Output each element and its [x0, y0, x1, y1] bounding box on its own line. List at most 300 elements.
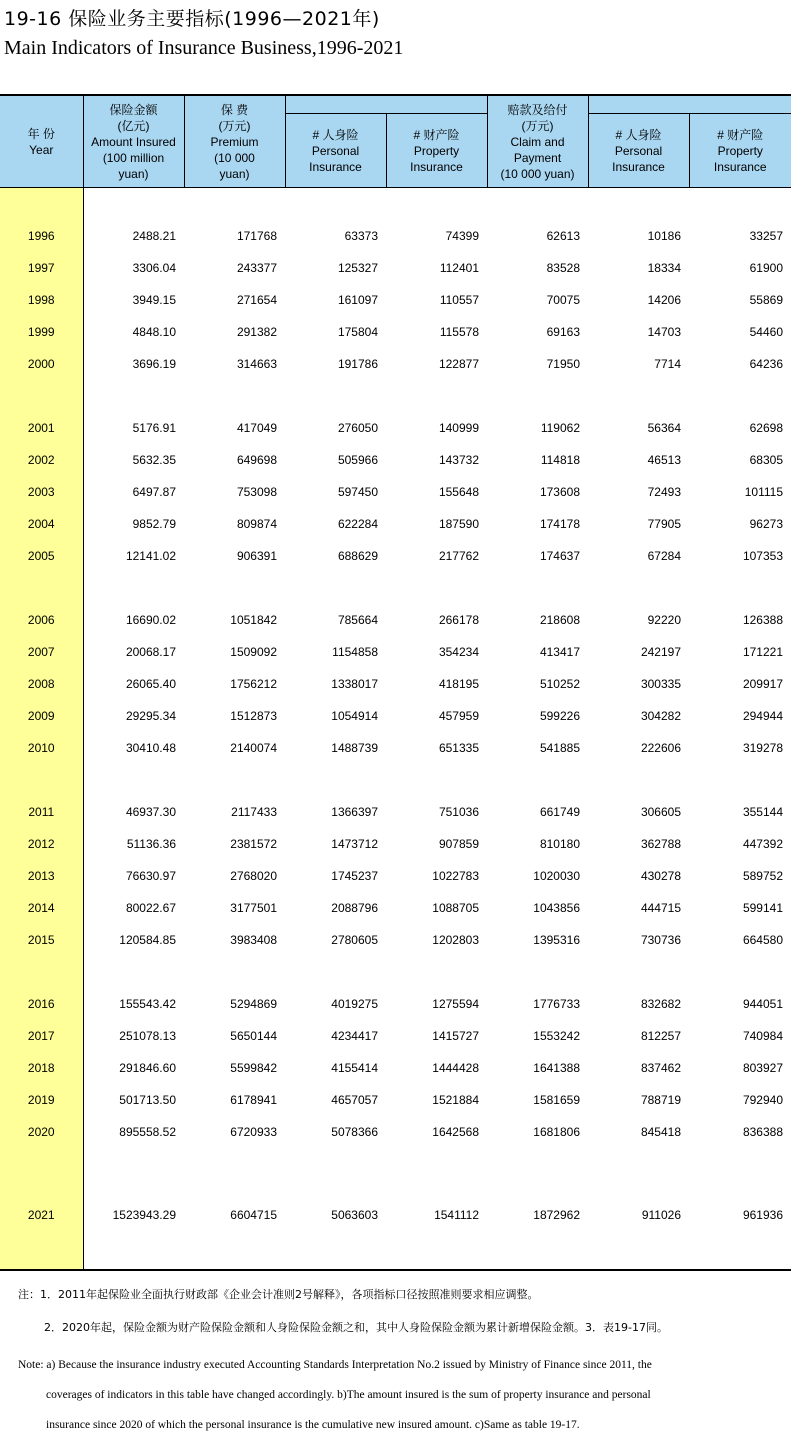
cell-amount: 76630.97 — [83, 860, 184, 892]
cell-claim-property: 107353 — [689, 540, 791, 572]
year-cell: 2021 — [0, 1199, 83, 1231]
year-cell: 1998 — [0, 284, 83, 316]
header-claim-cn: 赔款及给付 — [488, 102, 588, 118]
cell-premium: 1512873 — [184, 700, 285, 732]
cell-claim-personal: 304282 — [588, 700, 689, 732]
cell-premium: 3177501 — [184, 892, 285, 924]
cell-premium: 291382 — [184, 316, 285, 348]
cell-amount: 51136.36 — [83, 828, 184, 860]
header-amount-cn: 保险金额 — [84, 102, 184, 118]
header-premium-property-cn: # 财产险 — [387, 127, 487, 143]
cell-premium: 809874 — [184, 508, 285, 540]
cell-amount: 1523943.29 — [83, 1199, 184, 1231]
cell-premium: 6178941 — [184, 1084, 285, 1116]
cell-prem-personal: 4019275 — [285, 988, 386, 1020]
cell-prem-property: 1444428 — [386, 1052, 487, 1084]
cell-premium: 753098 — [184, 476, 285, 508]
cell-claim-personal: 832682 — [588, 988, 689, 1020]
table-row — [0, 828, 791, 860]
cell-prem-personal: 622284 — [285, 508, 386, 540]
header-premium-property — [386, 114, 487, 188]
table-row — [0, 284, 791, 316]
table-row — [0, 636, 791, 668]
cell-claim-personal: 46513 — [588, 444, 689, 476]
cell-premium: 906391 — [184, 540, 285, 572]
note-cn-1: 注：1．2011年起保险业全面执行财政部《企业会计准则2号解释》，各项指标口径按照准则要求相应调整。 — [18, 1286, 539, 1302]
cell-prem-personal: 125327 — [285, 252, 386, 284]
cell-prem-property: 155648 — [386, 476, 487, 508]
cell-premium: 2140074 — [184, 732, 285, 764]
cell-premium: 171768 — [184, 220, 285, 252]
cell-prem-property: 1541112 — [386, 1199, 487, 1231]
cell-premium: 243377 — [184, 252, 285, 284]
cell-amount: 5632.35 — [83, 444, 184, 476]
cell-claim-property: 792940 — [689, 1084, 791, 1116]
table-row — [0, 892, 791, 924]
header-premium-group-spacer — [285, 95, 487, 114]
year-cell: 2005 — [0, 540, 83, 572]
year-cell: 2001 — [0, 412, 83, 444]
cell-amount: 3306.04 — [83, 252, 184, 284]
cell-claim-property: 740984 — [689, 1020, 791, 1052]
cell-prem-personal: 2088796 — [285, 892, 386, 924]
cell-prem-property: 187590 — [386, 508, 487, 540]
header-premium-personal — [285, 114, 386, 188]
year-cell-empty — [0, 1231, 83, 1270]
header-premium-en2: (10 000 — [185, 150, 285, 166]
table-row — [0, 508, 791, 540]
table-row — [0, 220, 791, 252]
cell-premium: 5294869 — [184, 988, 285, 1020]
header-claim-en3: (10 000 yuan) — [488, 166, 588, 182]
table-row — [0, 1084, 791, 1116]
cell-claim-property: 589752 — [689, 860, 791, 892]
cell-claim-personal: 14206 — [588, 284, 689, 316]
year-cell: 2010 — [0, 732, 83, 764]
cell-claim-personal: 222606 — [588, 732, 689, 764]
cell-amount: 20068.17 — [83, 636, 184, 668]
year-cell: 2018 — [0, 1052, 83, 1084]
header-premium-unit: (万元) — [185, 118, 285, 134]
cell-premium: 3983408 — [184, 924, 285, 956]
cell-claim: 62613 — [487, 220, 588, 252]
cell-premium: 6720933 — [184, 1116, 285, 1148]
cell-claim-property: 209917 — [689, 668, 791, 700]
note-en-3: insurance since 2020 of which the personal insurance is the cumulative new insured amount. c)Same as table 19-17. — [18, 1410, 778, 1440]
cell-claim-property: 294944 — [689, 700, 791, 732]
cell-prem-personal: 4155414 — [285, 1052, 386, 1084]
spacer-row — [0, 1148, 791, 1199]
header-premium — [184, 95, 285, 188]
cell-claim: 69163 — [487, 316, 588, 348]
cell-claim-property: 61900 — [689, 252, 791, 284]
table-row — [0, 988, 791, 1020]
cell-prem-property: 112401 — [386, 252, 487, 284]
header-premium-en3: yuan) — [185, 166, 285, 182]
cell-amount: 16690.02 — [83, 604, 184, 636]
table-row — [0, 1052, 791, 1084]
year-cell: 2004 — [0, 508, 83, 540]
cell-amount: 3696.19 — [83, 348, 184, 380]
cell-claim-property: 101115 — [689, 476, 791, 508]
cell-claim: 119062 — [487, 412, 588, 444]
cell-claim: 83528 — [487, 252, 588, 284]
table-row — [0, 412, 791, 444]
header-claim-group-spacer — [588, 95, 791, 114]
cell-claim: 1581659 — [487, 1084, 588, 1116]
cell-claim-property: 33257 — [689, 220, 791, 252]
cell-claim: 599226 — [487, 700, 588, 732]
cell-prem-personal: 1154858 — [285, 636, 386, 668]
spacer-row — [0, 188, 791, 221]
cell-claim-property: 599141 — [689, 892, 791, 924]
cell-amount: 4848.10 — [83, 316, 184, 348]
table-row — [0, 732, 791, 764]
cell-claim-property: 171221 — [689, 636, 791, 668]
header-year-cn: 年 份 — [0, 126, 83, 142]
cell-prem-property: 457959 — [386, 700, 487, 732]
cell-prem-property: 1415727 — [386, 1020, 487, 1052]
note-en-2: coverages of indicators in this table have changed accordingly. b)The amount insured is the sum of property insurance and personal — [18, 1380, 778, 1410]
header-claim-property-en2: Insurance — [690, 159, 791, 175]
year-cell: 2009 — [0, 700, 83, 732]
year-cell: 2020 — [0, 1116, 83, 1148]
cell-claim: 413417 — [487, 636, 588, 668]
cell-amount: 30410.48 — [83, 732, 184, 764]
cell-claim: 174637 — [487, 540, 588, 572]
header-premium-personal-cn: # 人身险 — [286, 127, 386, 143]
year-cell: 1997 — [0, 252, 83, 284]
cell-prem-personal: 276050 — [285, 412, 386, 444]
cell-claim-property: 355144 — [689, 796, 791, 828]
cell-prem-personal: 161097 — [285, 284, 386, 316]
cell-claim: 661749 — [487, 796, 588, 828]
table-row — [0, 604, 791, 636]
header-claim-en2: Payment — [488, 150, 588, 166]
cell-amount: 3949.15 — [83, 284, 184, 316]
cell-prem-personal: 688629 — [285, 540, 386, 572]
note-en-1: Note: a) Because the insurance industry executed Accounting Standards Interpretation No.2 issued by Ministry of Finance since 2011, the — [18, 1350, 778, 1380]
table-row — [0, 444, 791, 476]
cell-prem-property: 751036 — [386, 796, 487, 828]
cell-amount: 29295.34 — [83, 700, 184, 732]
cell-prem-property: 1088705 — [386, 892, 487, 924]
cell-claim-personal: 300335 — [588, 668, 689, 700]
cell-claim-property: 944051 — [689, 988, 791, 1020]
year-cell: 2016 — [0, 988, 83, 1020]
cell-claim-personal: 7714 — [588, 348, 689, 380]
year-cell: 2014 — [0, 892, 83, 924]
cell-claim-property: 55869 — [689, 284, 791, 316]
cell-prem-personal: 175804 — [285, 316, 386, 348]
cell-claim: 174178 — [487, 508, 588, 540]
cell-premium: 649698 — [184, 444, 285, 476]
cell-amount: 5176.91 — [83, 412, 184, 444]
cell-amount: 2488.21 — [83, 220, 184, 252]
table-row — [0, 1020, 791, 1052]
cell-amount: 12141.02 — [83, 540, 184, 572]
year-cell-empty — [0, 572, 83, 604]
cell-prem-personal: 1488739 — [285, 732, 386, 764]
cell-prem-property: 1275594 — [386, 988, 487, 1020]
cell-claim-personal: 430278 — [588, 860, 689, 892]
cell-prem-property: 907859 — [386, 828, 487, 860]
table-row — [0, 316, 791, 348]
header-claim-personal-cn: # 人身险 — [589, 127, 689, 143]
cell-claim: 1553242 — [487, 1020, 588, 1052]
cell-prem-property: 140999 — [386, 412, 487, 444]
cell-claim: 1776733 — [487, 988, 588, 1020]
notes-en — [18, 1350, 778, 1440]
cell-claim: 1872962 — [487, 1199, 588, 1231]
cell-claim-property: 319278 — [689, 732, 791, 764]
cell-claim-personal: 730736 — [588, 924, 689, 956]
year-cell: 2015 — [0, 924, 83, 956]
cell-claim-personal: 56364 — [588, 412, 689, 444]
table-row — [0, 668, 791, 700]
cell-prem-property: 266178 — [386, 604, 487, 636]
cell-prem-property: 1642568 — [386, 1116, 487, 1148]
cell-prem-property: 354234 — [386, 636, 487, 668]
cell-amount: 895558.52 — [83, 1116, 184, 1148]
cell-prem-personal: 785664 — [285, 604, 386, 636]
year-cell: 2003 — [0, 476, 83, 508]
cell-prem-property: 1521884 — [386, 1084, 487, 1116]
cell-claim-property: 961936 — [689, 1199, 791, 1231]
cell-premium: 1051842 — [184, 604, 285, 636]
spacer-cell — [83, 380, 791, 412]
cell-claim-property: 126388 — [689, 604, 791, 636]
header-year — [0, 95, 83, 188]
cell-claim-personal: 72493 — [588, 476, 689, 508]
cell-prem-personal: 5063603 — [285, 1199, 386, 1231]
cell-claim-property: 836388 — [689, 1116, 791, 1148]
year-cell-empty — [0, 956, 83, 988]
cell-claim: 1681806 — [487, 1116, 588, 1148]
spacer-row — [0, 764, 791, 796]
cell-amount: 6497.87 — [83, 476, 184, 508]
cell-claim-personal: 242197 — [588, 636, 689, 668]
cell-claim-property: 68305 — [689, 444, 791, 476]
page-title-cn: 19-16 保险业务主要指标(1996—2021年) — [4, 4, 380, 31]
cell-amount: 120584.85 — [83, 924, 184, 956]
header-premium-cn: 保 费 — [185, 102, 285, 118]
cell-claim: 541885 — [487, 732, 588, 764]
cell-claim-personal: 67284 — [588, 540, 689, 572]
cell-claim: 71950 — [487, 348, 588, 380]
year-cell: 2011 — [0, 796, 83, 828]
cell-claim: 1641388 — [487, 1052, 588, 1084]
year-cell: 2019 — [0, 1084, 83, 1116]
cell-prem-property: 651335 — [386, 732, 487, 764]
cell-claim: 1043856 — [487, 892, 588, 924]
header-claim-personal-en1: Personal — [589, 143, 689, 159]
cell-premium: 2768020 — [184, 860, 285, 892]
cell-prem-property: 1202803 — [386, 924, 487, 956]
cell-prem-personal: 1054914 — [285, 700, 386, 732]
cell-prem-personal: 4234417 — [285, 1020, 386, 1052]
table-row — [0, 252, 791, 284]
cell-prem-property: 74399 — [386, 220, 487, 252]
cell-prem-personal: 1366397 — [285, 796, 386, 828]
cell-premium: 271654 — [184, 284, 285, 316]
indicators-table-wrapper — [0, 94, 791, 1244]
header-claim-personal — [588, 114, 689, 188]
header-amount-en1: Amount Insured — [84, 134, 184, 150]
cell-claim-personal: 837462 — [588, 1052, 689, 1084]
cell-claim-personal: 18334 — [588, 252, 689, 284]
header-claim — [487, 95, 588, 188]
year-cell-empty — [0, 764, 83, 796]
spacer-cell — [83, 1231, 791, 1270]
cell-prem-personal: 597450 — [285, 476, 386, 508]
page-title-en: Main Indicators of Insurance Business,1996-2021 — [4, 37, 403, 60]
header-claim-unit: (万元) — [488, 118, 588, 134]
cell-amount: 9852.79 — [83, 508, 184, 540]
cell-claim-personal: 14703 — [588, 316, 689, 348]
cell-amount: 80022.67 — [83, 892, 184, 924]
header-claim-property — [689, 114, 791, 188]
table-row — [0, 348, 791, 380]
indicators-table — [0, 94, 791, 1271]
table-row — [0, 476, 791, 508]
cell-claim-property: 447392 — [689, 828, 791, 860]
year-cell: 1996 — [0, 220, 83, 252]
year-cell: 2013 — [0, 860, 83, 892]
spacer-cell — [83, 764, 791, 796]
year-cell: 2008 — [0, 668, 83, 700]
cell-prem-property: 122877 — [386, 348, 487, 380]
cell-claim-property: 54460 — [689, 316, 791, 348]
cell-claim-property: 96273 — [689, 508, 791, 540]
spacer-cell — [83, 956, 791, 988]
cell-claim: 70075 — [487, 284, 588, 316]
spacer-cell — [83, 188, 791, 221]
year-cell-empty — [0, 188, 83, 221]
cell-prem-personal: 63373 — [285, 220, 386, 252]
cell-premium: 1509092 — [184, 636, 285, 668]
cell-amount: 26065.40 — [83, 668, 184, 700]
cell-claim-property: 64236 — [689, 348, 791, 380]
cell-claim-personal: 812257 — [588, 1020, 689, 1052]
cell-claim-personal: 845418 — [588, 1116, 689, 1148]
header-claim-personal-en2: Insurance — [589, 159, 689, 175]
spacer-row — [0, 1231, 791, 1270]
cell-claim: 218608 — [487, 604, 588, 636]
header-premium-en1: Premium — [185, 134, 285, 150]
cell-claim-personal: 92220 — [588, 604, 689, 636]
table-body — [0, 188, 791, 1271]
cell-premium: 5599842 — [184, 1052, 285, 1084]
header-premium-personal-en1: Personal — [286, 143, 386, 159]
cell-prem-personal: 1338017 — [285, 668, 386, 700]
header-premium-personal-en2: Insurance — [286, 159, 386, 175]
spacer-row — [0, 956, 791, 988]
cell-amount: 291846.60 — [83, 1052, 184, 1084]
year-cell: 2000 — [0, 348, 83, 380]
year-cell-empty — [0, 1148, 83, 1199]
cell-prem-property: 110557 — [386, 284, 487, 316]
header-claim-property-en1: Property — [690, 143, 791, 159]
cell-premium: 2117433 — [184, 796, 285, 828]
cell-claim: 114818 — [487, 444, 588, 476]
table-row — [0, 796, 791, 828]
table-row — [0, 860, 791, 892]
cell-premium: 2381572 — [184, 828, 285, 860]
cell-prem-property: 115578 — [386, 316, 487, 348]
cell-premium: 314663 — [184, 348, 285, 380]
cell-amount: 501713.50 — [83, 1084, 184, 1116]
cell-amount: 46937.30 — [83, 796, 184, 828]
cell-prem-personal: 1745237 — [285, 860, 386, 892]
cell-prem-personal: 4657057 — [285, 1084, 386, 1116]
header-amount-unit: (亿元) — [84, 118, 184, 134]
cell-premium: 1756212 — [184, 668, 285, 700]
header-amount-en3: yuan) — [84, 166, 184, 182]
cell-amount: 251078.13 — [83, 1020, 184, 1052]
cell-claim-personal: 306605 — [588, 796, 689, 828]
cell-claim-property: 62698 — [689, 412, 791, 444]
cell-claim: 1020030 — [487, 860, 588, 892]
cell-claim: 1395316 — [487, 924, 588, 956]
note-cn-2: 2．2020年起，保险金额为财产险保险金额和人身险保险金额之和，其中人身险保险金额为累计新增保险金额。3．表19-17同。 — [44, 1319, 668, 1335]
header-year-en: Year — [0, 142, 83, 158]
cell-claim-property: 803927 — [689, 1052, 791, 1084]
cell-prem-property: 143732 — [386, 444, 487, 476]
cell-claim-personal: 77905 — [588, 508, 689, 540]
cell-claim-personal: 788719 — [588, 1084, 689, 1116]
table-row — [0, 700, 791, 732]
header-premium-property-en2: Insurance — [387, 159, 487, 175]
cell-premium: 5650144 — [184, 1020, 285, 1052]
cell-prem-property: 418195 — [386, 668, 487, 700]
spacer-cell — [83, 1148, 791, 1199]
year-cell: 2006 — [0, 604, 83, 636]
cell-prem-property: 1022783 — [386, 860, 487, 892]
year-cell: 2012 — [0, 828, 83, 860]
year-cell: 2017 — [0, 1020, 83, 1052]
cell-prem-personal: 1473712 — [285, 828, 386, 860]
header-premium-property-en1: Property — [387, 143, 487, 159]
year-cell: 2002 — [0, 444, 83, 476]
cell-premium: 417049 — [184, 412, 285, 444]
cell-claim: 173608 — [487, 476, 588, 508]
header-claim-property-cn: # 财产险 — [690, 127, 791, 143]
cell-claim-personal: 444715 — [588, 892, 689, 924]
cell-prem-property: 217762 — [386, 540, 487, 572]
header-amount-en2: (100 million — [84, 150, 184, 166]
table-row — [0, 1116, 791, 1148]
cell-claim-property: 664580 — [689, 924, 791, 956]
cell-prem-personal: 2780605 — [285, 924, 386, 956]
spacer-row — [0, 380, 791, 412]
cell-prem-personal: 5078366 — [285, 1116, 386, 1148]
table-row — [0, 1199, 791, 1231]
table-row — [0, 924, 791, 956]
cell-claim-personal: 10186 — [588, 220, 689, 252]
cell-prem-personal: 191786 — [285, 348, 386, 380]
cell-claim-personal: 911026 — [588, 1199, 689, 1231]
table-row — [0, 540, 791, 572]
year-cell-empty — [0, 380, 83, 412]
header-amount-insured — [83, 95, 184, 188]
year-cell: 2007 — [0, 636, 83, 668]
cell-claim: 510252 — [487, 668, 588, 700]
cell-prem-personal: 505966 — [285, 444, 386, 476]
spacer-row — [0, 572, 791, 604]
cell-amount: 155543.42 — [83, 988, 184, 1020]
cell-claim: 810180 — [487, 828, 588, 860]
